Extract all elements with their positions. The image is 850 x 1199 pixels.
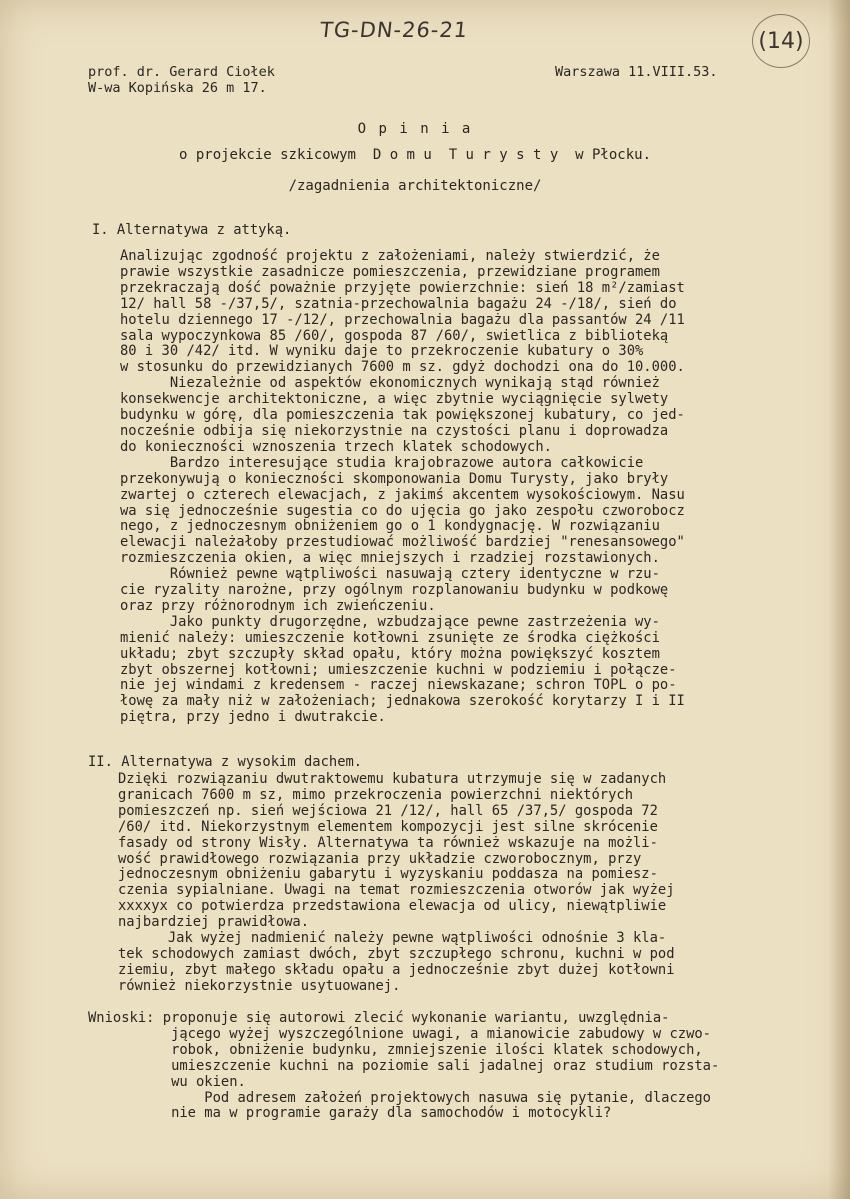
document-topic: /zagadnienia architektoniczne/ [288,178,542,194]
author-address: W-wa Kopińska 26 m 17. [88,80,267,96]
page-number-circled: (14) [752,14,810,68]
conclusions-block [88,1011,719,1122]
document-title: O p i n i a [357,121,473,137]
conclusions-label: Wnioski: [88,1010,155,1026]
date-line: Warszawa 11.VIII.53. [555,64,718,80]
section-1-body: Analizując zgodność projektu z założeniami, należy stwierdzić, że prawie wszystkie zasadnicze pomieszczenia, przewidziane programem przekraczają dość poważnie przyjęte powierzchnie: sień 18 m²/zamiast 12/ hall 58 -/37,5/, szatnia-przechowalnia bagażu 24 -/18/, sień do hotelu dziennego 17 -/12/, przechowalnia bagażu dla passantów 24 /11 sala wypoczynkowa 85 /60/, gospoda 87 /60/, swietlica z biblioteką 80 i 30 /42/ itd. W wyniku daje to przekroczenie kubatury o 30% w stosunku do przewidzianych 7600 m sz. gdyż dochodzi ona do 10.000. Niezależnie od aspektów ekonomicznych wynikają stąd również konsekwencje architektoniczne, a więc zbytnie wyciągnięcie sylwety budynku w górę, dla pomieszczenia tak powiększonej kubatury, co jed- nocześnie odbija się niekorzystnie na czystości planu i doprowadza do konieczności wznoszenia trzech klatek schodowych. Bardzo interesujące studia krajobrazowe autora całkowicie przekonywują o konieczności skomponowania Domu Turysty, jako bryły zwartej o czterech elewacjach, z jakimś akcentem wysokościowym. Nasu wa się jednocześnie sugestia co do ujęcia go jako zespołu czworobocz nego, z jednoczesnym obniżeniem go o 1 kondygnację. W rozwiązaniu elewacji należałoby przestudiować możliwość bardziej "renesansowego" rozmieszczenia okien, a więc mniejszych i rzadziej rozstawionych. Również pewne wątpliwości nasuwają cztery identyczne w rzu- cie ryzality narożne, przy ogólnym rozplanowaniu budynku w podkowę oraz przy różnorodnym ich zwieńczeniu. Jako punkty drugorzędne, wzbudzające pewne zastrzeżenia wy- mienić należy: umieszczenie kotłowni zsunięte ze środka ciężkości układu; zbyt szczupły skład opału, który można powiększyć kosztem zbyt obszernej kotłowni; umieszczenie kuchni w podziemiu i połącze- nie jej windami z kredensem - raczej niewskazane; schron TOPL o po- łowę za mały niż w założeniach; jednakowa szerokość korytarzy I i II piętra, przy jedno i dwutrakcie. [120,248,685,726]
page-edge-shadow [828,0,850,1199]
archive-code-handwritten: TG-DN-26-21 [318,18,470,42]
conclusions-body: proponuje się autorowi zlecić wykonanie wariantu, uwzględnia- jącego wyżej wyszczególnione uwagi, a mianowicie zabudowy w czwo- robok, obniżenie budynku, zmniejszenie ilości klatek schodowych, umieszczenie kuchni na poziomie sali jadalnej oraz studium rozsta- wu okien. Pod adresem założeń projektowych nasuwa się pytanie, dlaczego nie ma w programie garaży dla samochodów i motocykli? [162,1010,720,1122]
section-1-heading: I. Alternatywa z attyką. [92,222,292,238]
section-2-body: Dzięki rozwiązaniu dwutraktowemu kubatura utrzymuje się w zadanych granicach 7600 m sz, mimo przekroczenia powierzchni niektórych pomieszczeń np. sień wejściowa 21 /12/, hall 65 /37,5/ gospoda 72 /60/ itd. Niekorzystnym elementem kompozycji jest silne skrócenie fasady od strony Wisły. Alternatywa ta również wskazuje na możli- wość prawidłowego rozwiązania przy układzie czworobocznym, przy jednoczesnym obniżeniu gabarytu i wyzyskaniu poddasza na pomiesz- czenia sypialniane. Uwagi na temat rozmieszczenia otworów jak wyżej xxxxyx co potwierdza przedstawiona elewacja od ulicy, niewątpliwie najbardziej prawidłowa. Jak wyżej nadmienić należy pewne wątpliwości odnośnie 3 kla- tek schodowych zamiast dwóch, zbyt szczupłego schronu, kuchni w pod ziemiu, zbyt małego składu opału a jednocześnie zbyt dużej kotłowni również niekorzystnie usytuowanej. [118,771,675,994]
document-subtitle: o projekcie szkicowym D o m u T u r y s t y w Płocku. [178,147,651,163]
author-block [88,64,275,96]
author-name: prof. dr. Gerard Ciołek [88,64,275,80]
section-2-heading: II. Alternatywa z wysokim dachem. [88,754,363,770]
